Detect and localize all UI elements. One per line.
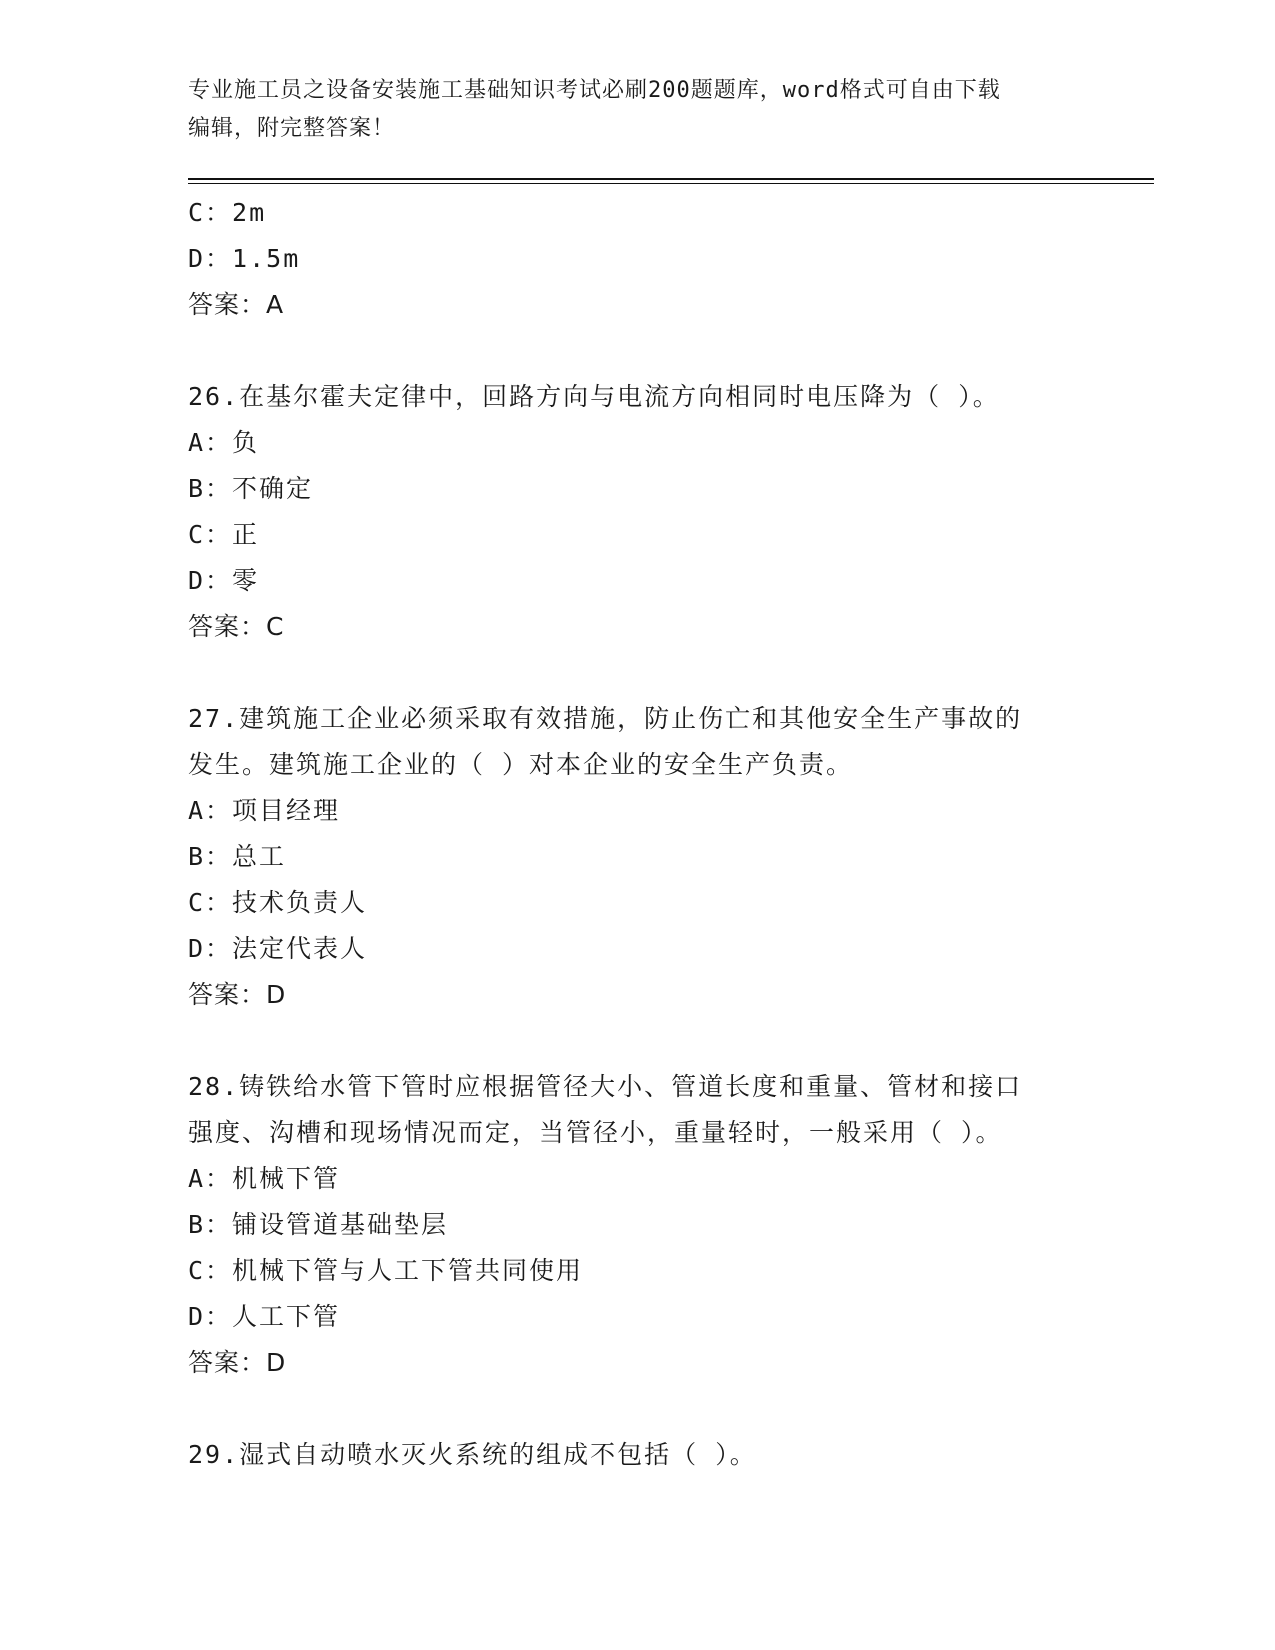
option-d: D：1.5m <box>188 244 301 273</box>
question-text: 26.在基尔霍夫定律中，回路方向与电流方向相同时电压降为（ ）。 <box>188 382 1000 411</box>
option-b: B：总工 <box>188 842 287 871</box>
answer-line: 答案：A <box>188 290 285 319</box>
header-line-1: 专业施工员之设备安装施工基础知识考试必刷200题题库，word格式可自由下载 <box>188 78 1001 103</box>
option-d: D：人工下管 <box>188 1302 341 1331</box>
question-28 <box>188 1064 1088 1386</box>
question-text-line-2: 发生。建筑施工企业的（ ）对本企业的安全生产负责。 <box>188 750 854 779</box>
question-25-tail <box>188 190 1088 328</box>
option-c: C：2m <box>188 198 267 227</box>
question-27 <box>188 696 1088 1018</box>
question-29 <box>188 1432 1088 1478</box>
document-header <box>188 72 1088 148</box>
option-a: A：机械下管 <box>188 1164 341 1193</box>
answer-line: 答案：D <box>188 1348 287 1377</box>
question-text-line-2: 强度、沟槽和现场情况而定，当管径小，重量轻时，一般采用（ ）。 <box>188 1118 1003 1147</box>
option-c: C：机械下管与人工下管共同使用 <box>188 1256 584 1285</box>
option-c: C：正 <box>188 520 260 549</box>
question-text-line-1: 28.铸铁给水管下管时应根据管径大小、管道长度和重量、管材和接口 <box>188 1072 1023 1101</box>
answer-line: 答案：C <box>188 612 285 641</box>
option-d: D：法定代表人 <box>188 934 368 963</box>
header-line-2: 编辑，附完整答案！ <box>188 116 396 141</box>
question-26 <box>188 374 1088 650</box>
option-a: A：项目经理 <box>188 796 341 825</box>
document-body <box>188 190 1088 1478</box>
option-c: C：技术负责人 <box>188 888 368 917</box>
option-b: B：铺设管道基础垫层 <box>188 1210 449 1239</box>
option-d: D：零 <box>188 566 260 595</box>
option-b: B：不确定 <box>188 474 314 503</box>
answer-line: 答案：D <box>188 980 287 1009</box>
question-text-line-1: 27.建筑施工企业必须采取有效措施，防止伤亡和其他安全生产事故的 <box>188 704 1023 733</box>
header-divider <box>188 178 1154 184</box>
option-a: A：负 <box>188 428 260 457</box>
question-text: 29.湿式自动喷水灭火系统的组成不包括（ ）。 <box>188 1440 757 1469</box>
